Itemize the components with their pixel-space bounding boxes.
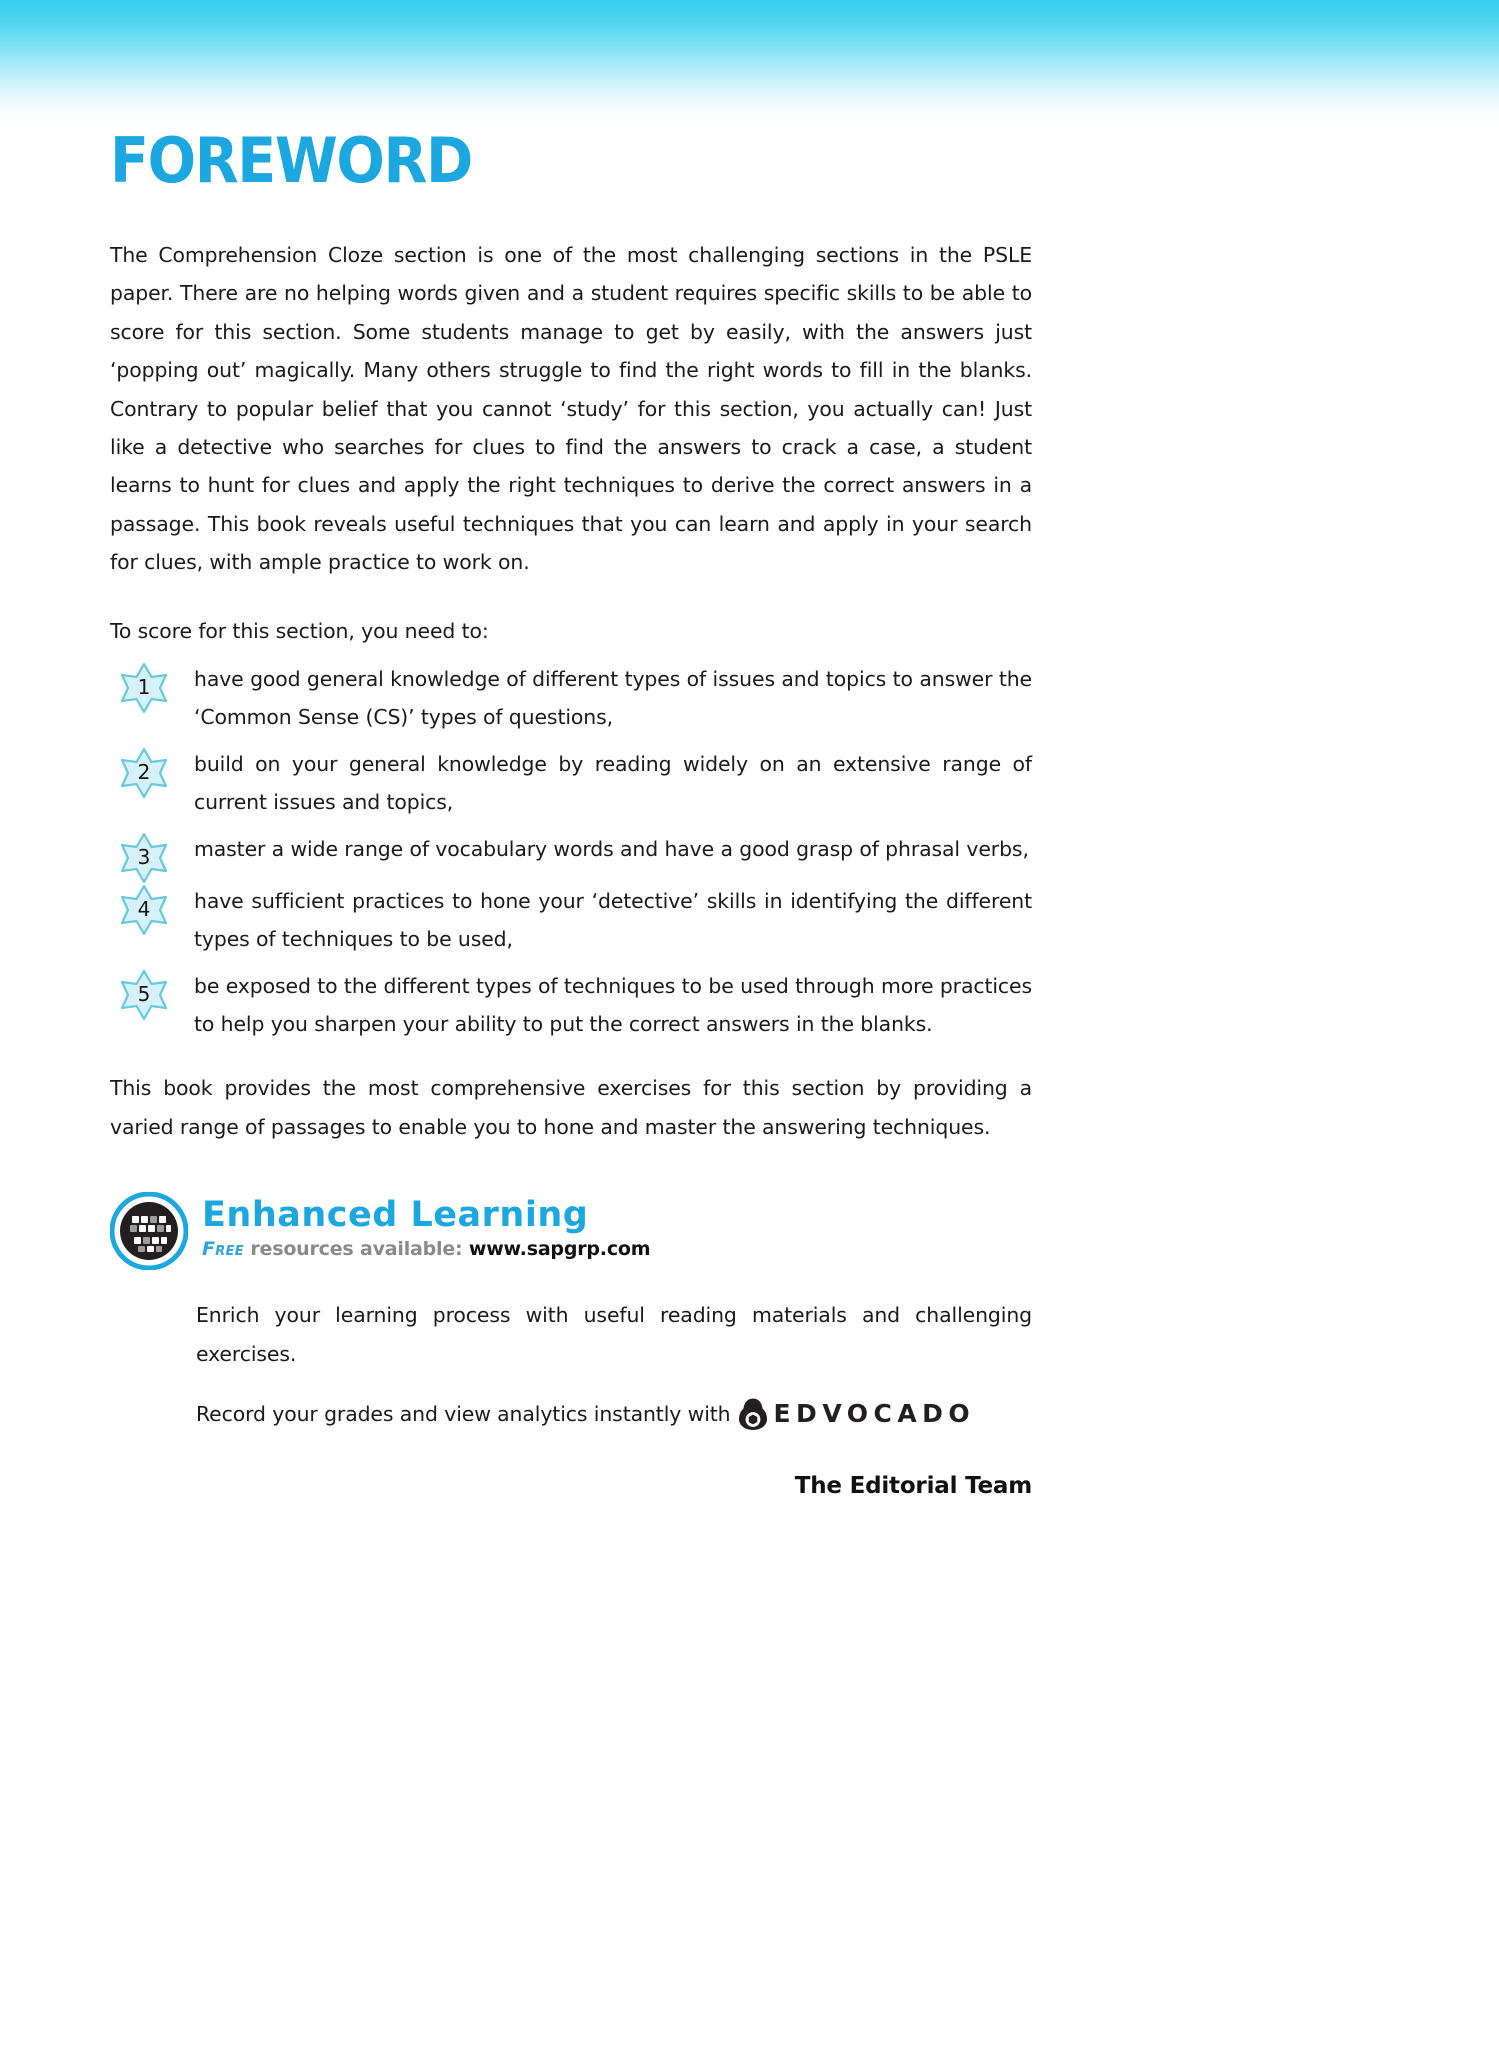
closing-paragraph: This book provides the most comprehensive exercises for this section by providing a varied range of passages to enable you to hone and master the answering techniques. (110, 1076, 1032, 1139)
record-grades-text: Record your grades and view analytics instantly with (196, 1401, 731, 1426)
sapgrp-url[interactable]: www.sapgrp.com (468, 1238, 651, 1261)
star-bullet-icon (118, 969, 170, 1021)
star-bullet-number: 2 (137, 759, 151, 784)
list-item-text: build on your general knowledge by reading widely on an extensive range of current issues and topics, (194, 751, 1032, 815)
list-item (110, 745, 1032, 822)
enhanced-learning-subtitle (202, 1240, 650, 1259)
enhanced-learning-circle-icon (110, 1192, 188, 1270)
resources-label: resources available: (243, 1238, 469, 1261)
list-item-text: master a wide range of vocabulary words and have a good grasp of phrasal verbs, (194, 836, 1029, 861)
star-bullet-number: 1 (137, 675, 151, 700)
enhanced-learning-header (110, 1190, 1032, 1270)
editorial-team-signoff: The Editorial Team (794, 1472, 1032, 1499)
edvocado-line (196, 1397, 1032, 1431)
star-bullet-icon (118, 662, 170, 714)
edvocado-wordmark: EDVOCADO (773, 1399, 976, 1429)
star-bullet-number: 3 (137, 844, 151, 869)
free-label: Free (202, 1238, 244, 1261)
enhanced-learning-title: Enhanced Learning (202, 1195, 589, 1236)
list-item-text: have sufficient practices to hone your ‘detective’ skills in identifying the different types of techniques to be used, (194, 888, 1032, 952)
list-item-text: be exposed to the different types of techniques to be used through more practices to help you sharpen your ability to put the correct answers in the blanks. (194, 973, 1032, 1036)
enhanced-learning-titles (202, 1190, 650, 1259)
page-content (110, 124, 1032, 1499)
star-bullet-number: 5 (137, 981, 151, 1006)
list-intro-text: To score for this section, you need to: (110, 618, 489, 643)
list-item (110, 967, 1032, 1044)
enhanced-learning-block (110, 1190, 1032, 1499)
list-item-text: have good general knowledge of different types of issues and topics to answer the ‘Common Sense (CS)’ types of questions, (194, 667, 1032, 730)
list-item (110, 830, 1032, 874)
list-item (110, 660, 1032, 737)
page-title: FOREWORD (110, 124, 472, 197)
avocado-icon (738, 1397, 768, 1431)
star-bullet-icon (118, 832, 170, 884)
requirements-list (110, 660, 1032, 1043)
star-bullet-icon (118, 884, 170, 936)
star-bullet-number: 4 (137, 896, 151, 921)
list-item (110, 882, 1032, 959)
enhanced-learning-body (196, 1296, 1032, 1431)
enhanced-learning-description: Enrich your learning process with useful reading materials and challenging exercises. (196, 1303, 1032, 1366)
star-bullet-icon (118, 747, 170, 799)
intro-paragraph: The Comprehension Cloze section is one of the most challenging sections in the PSLE paper. There are no helping words given and a student requires specific skills to be able to score for this section. Some students manage to get by easily, with the answers just ‘popping out’ magically. Many others struggle to find the right words to fill in the blanks. Contrary to popular belief that you cannot ‘study’ for this section, you actually can! Just like a detective who searches for clues to find the answers to crack a case, a student learns to hunt for clues and apply the right techniques to derive the correct answers in a passage. This book reveals useful techniques that you can learn and apply in your search for clues, with ample practice to work on. (110, 243, 1032, 575)
